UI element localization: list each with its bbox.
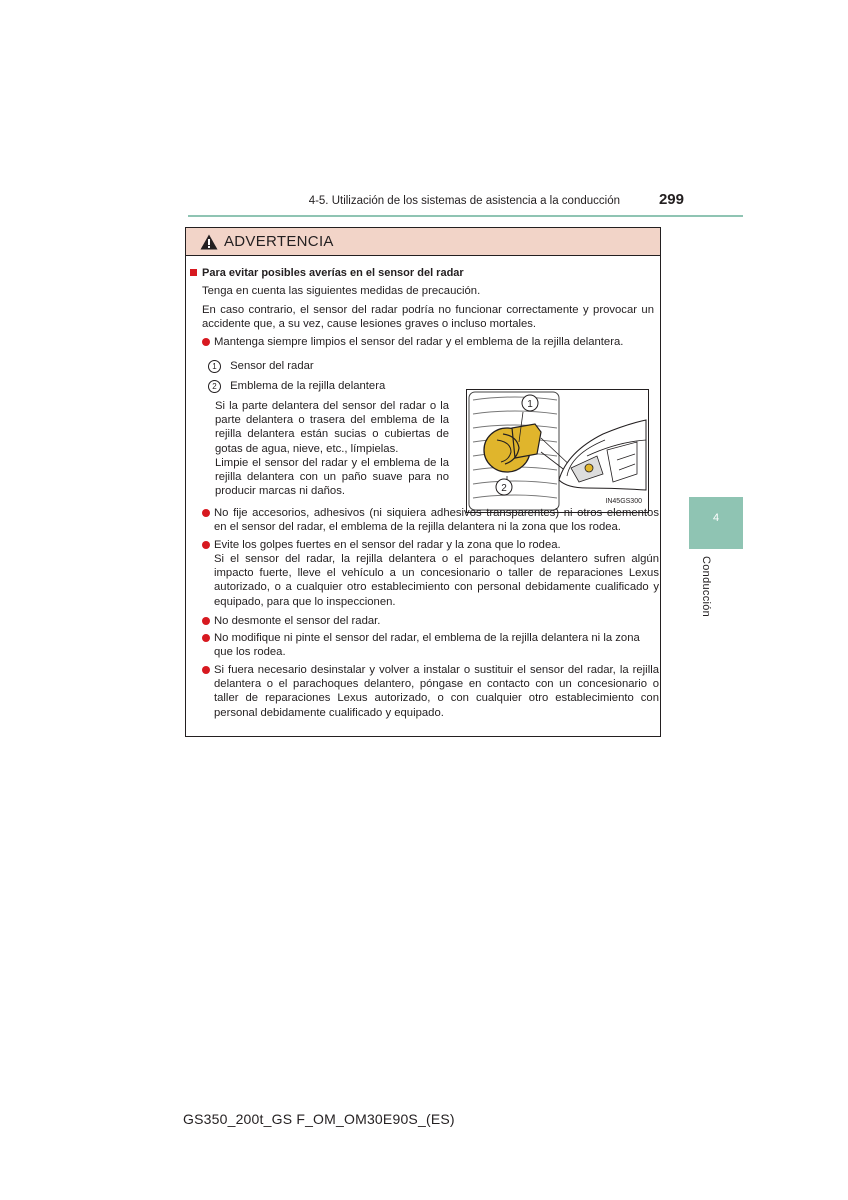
cleaning-text-1: Si la parte delantera del sensor del radar o la parte delantera o trasera del emblema de la rejilla delantera están sucias o cubiertas de gotas de agua, nieve, etc., límpielas. <box>215 400 449 455</box>
intro-text-1: Tenga en cuenta las siguientes medidas de precaución. <box>202 285 481 297</box>
section-title: 4-5. Utilización de los sistemas de asistencia a la conducción <box>308 195 620 207</box>
document-code: GS350_200t_GS F_OM_OM30E90S_(ES) <box>183 1111 455 1127</box>
bullet-dot-icon <box>202 666 210 674</box>
bullet-item-1: Mantenga siempre limpios el sensor del radar y el emblema de la rejilla delantera. <box>214 336 624 348</box>
legend-item-2: 2 Emblema de la rejilla delantera <box>208 379 448 393</box>
bullet-item-4: No desmonte el sensor del radar. <box>214 615 381 627</box>
car-front-illustration <box>467 390 648 512</box>
figure-code: IN45GS300 <box>605 497 642 505</box>
chapter-tab[interactable]: 4 <box>689 497 743 549</box>
intro-text-2: En caso contrario, el sensor del radar podría no funcionar correctamente y provocar un accidente que, a su vez, cause lesiones graves o incluso mortales. <box>202 304 654 331</box>
bullet-dot-icon <box>202 617 210 625</box>
radar-sensor-figure <box>466 389 649 513</box>
bullet-dot-icon <box>202 634 210 642</box>
svg-text:1: 1 <box>527 399 533 410</box>
svg-text:2: 2 <box>501 483 507 494</box>
bullet-item-6: Si fuera necesario desinstalar y volver a instalar o sustituir el sensor del radar, la rejilla delantera o el parachoques delantero, póngase en contacto con un concesionario o taller de reparaciones Lexus autorizado, o con cualquier otro establecimiento con personal debidamente cualificado y equipado. <box>214 664 659 719</box>
bullet-item-2: No fije accesorios, adhesivos (ni siquiera adhesivos transparentes) ni otros elementos en el sensor del radar, el emblema de la rejilla delantera ni la zona que los rodea. <box>214 507 659 534</box>
chapter-label: Conducción <box>700 556 712 618</box>
bullet-dot-icon <box>202 338 210 346</box>
red-square-icon <box>190 269 197 276</box>
page-number: 299 <box>658 191 684 208</box>
header-rule <box>188 215 743 217</box>
bullet-dot-icon <box>202 541 210 549</box>
bullet-item-3-detail: Si el sensor del radar, la rejilla delantera o el parachoques delantero sufren algún impacto fuerte, lleve el vehículo a un concesionario o taller de reparaciones Lexus autorizado, o a cualquier otro establecimiento con personal debidamente cualificado y equipado, para que lo inspeccionen. <box>214 553 659 608</box>
number-circle-1: 1 <box>208 360 221 373</box>
warning-title: ADVERTENCIA <box>224 233 334 250</box>
legend-item-1: 1 Sensor del radar <box>208 359 448 373</box>
cleaning-text-2: Limpie el sensor del radar y el emblema de la rejilla delantera con un paño suave para no producir marcas ni daños. <box>215 457 449 498</box>
warning-triangle-icon <box>200 234 218 250</box>
warning-box <box>185 227 661 737</box>
warning-header <box>186 228 660 256</box>
bullet-item-3: Evite los golpes fuertes en el sensor del radar y la zona que lo rodea. <box>214 539 561 551</box>
number-circle-2: 2 <box>208 380 221 393</box>
bullet-item-5: No modifique ni pinte el sensor del radar, el emblema de la rejilla delantera ni la zona que los rodea. <box>214 632 640 659</box>
bullet-dot-icon <box>202 509 210 517</box>
warning-heading: Para evitar posibles averías en el sensor del radar <box>190 266 650 280</box>
